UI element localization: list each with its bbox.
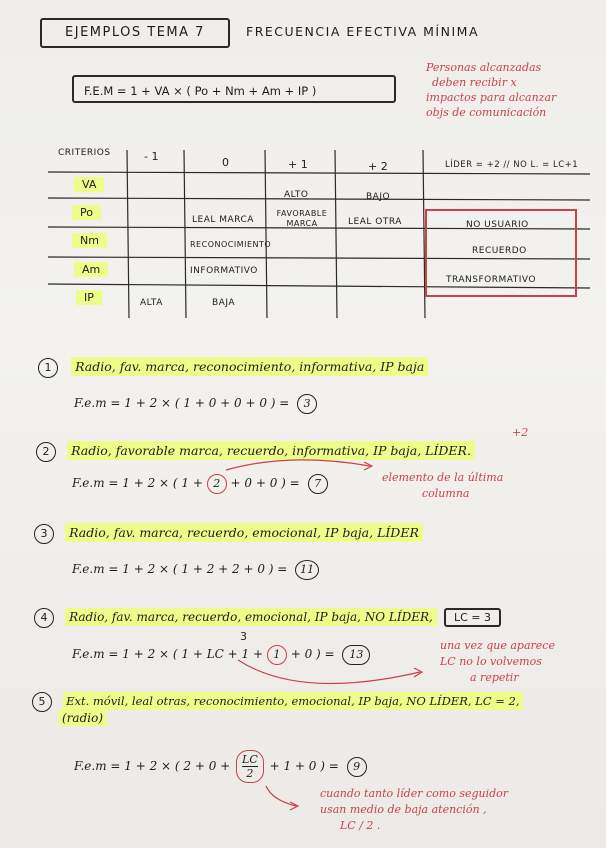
example-statement-continued: (radio) [58,710,107,726]
page-title: EJEMPLOS TEMA 7 [65,25,205,40]
note-line: elemento de la última [382,471,504,484]
formula-note-line: objs de comunicación [426,106,547,119]
example-formula-end: + 0 + 0 ) = [230,476,300,490]
cell-leal-otra: LEAL OTRA [348,217,402,227]
note-line: columna [422,487,470,500]
note-line: LC / 2 . [340,819,381,832]
example-statement: Radio, fav. marca, recuerdo, emocional, IP baja, LÍDER [65,523,423,542]
formula-note-line: impactos para alcanzar [426,91,557,104]
cell-reconocimiento: RECONOCIMIENTO [190,240,272,249]
col-header-plus2: + 2 [368,160,388,173]
note-line: a repetir [470,671,519,684]
example-formula: F.e.m = 1 + 2 × ( 1 + 2 + 2 + 0 ) = [72,562,288,576]
cell-no-usuario: NO USUARIO [466,220,529,230]
example-formula-end: + 1 + 0 ) = [269,759,339,773]
note-line: cuando tanto líder como seguidor [320,787,509,800]
example-result: 9 [347,757,367,777]
cell-informativo: INFORMATIVO [190,266,258,276]
formula-note-line: deben recibir x [432,76,517,89]
example-formula-start: F.e.m = 1 + 2 × ( 1 + [72,476,203,490]
note-line: usan medio de baja atención , [320,803,487,816]
row-label-nm: Nm [72,233,107,248]
cell-alta: ALTA [140,298,163,308]
example-result: 7 [308,474,328,494]
cell-bajo: BAJO [366,192,391,202]
row-label-va: VA [74,177,104,192]
example-statement: Radio, favorable marca, recuerdo, informativa, IP baja, LÍDER. [67,441,475,460]
example-statement: Radio, fav. marca, recuerdo, emocional, IP baja, NO LÍDER, [65,608,437,626]
note-line: una vez que aparece [440,639,555,652]
example-formula-start: F.e.m = 1 + 2 × ( 2 + 0 + [74,759,231,773]
example-statement: Radio, fav. marca, reconocimiento, informativa, IP baja [71,357,428,376]
highlighted-term: 1 [267,645,287,665]
col-header-lider: LÍDER = +2 // NO L. = LC+1 [445,160,579,170]
lc-value-box: LC = 3 [444,608,501,627]
main-formula: F.E.M = 1 + VA × ( Po + Nm + Am + IP ) [84,84,317,98]
example-statement: Ext. móvil, leal otras, reconocimiento, emocional, IP baja, NO LÍDER, LC = 2, [63,692,522,710]
cell-leal-marca: LEAL MARCA [192,215,254,225]
col-header-0: 0 [222,156,229,169]
col-header-plus1: + 1 [288,158,308,171]
example-number-badge: 5 [32,692,52,712]
cell-recuerdo: RECUERDO [472,246,527,256]
example-2-superscript: +2 [512,426,529,439]
example-5-note [320,786,508,834]
row-label-ip: IP [76,290,102,305]
example-number-badge: 3 [34,524,54,544]
cell-baja: BAJA [212,298,235,308]
col-header-minus1: - 1 [144,150,159,163]
example-formula: F.e.m = 1 + 2 × ( 1 + 0 + 0 + 0 ) = [74,396,290,410]
highlighted-term: 2 [207,474,227,494]
row-label-am: Am [74,262,108,277]
formula-note-line: Personas alcanzadas [426,61,542,74]
cell-alto: ALTO [284,190,309,200]
example-result: 11 [295,560,319,580]
example-result: 13 [342,645,370,665]
cell-favorable-marca: FAVORABLE MARCA [276,209,328,228]
example-formula-end: + 0 ) = [290,647,335,661]
note-line: LC no lo volvemos [440,655,542,668]
fraction-numerator: LC [242,753,258,766]
example-number-badge: 4 [34,608,54,628]
cell-transformativo: TRANSFORMATIVO [446,275,536,285]
row-label-po: Po [72,205,101,220]
example-4-superscript: 3 [240,630,247,643]
example-formula-start: F.e.m = 1 + 2 × ( 1 + LC + 1 + [72,647,264,661]
example-result: 3 [297,394,317,414]
example-number-badge: 2 [36,442,56,462]
fraction-denominator: 2 [246,767,254,780]
example-number-badge: 1 [38,358,58,378]
col-header-criterios: CRITERIOS [58,148,111,158]
page-subtitle: FRECUENCIA EFECTIVA MÍNIMA [246,24,479,39]
